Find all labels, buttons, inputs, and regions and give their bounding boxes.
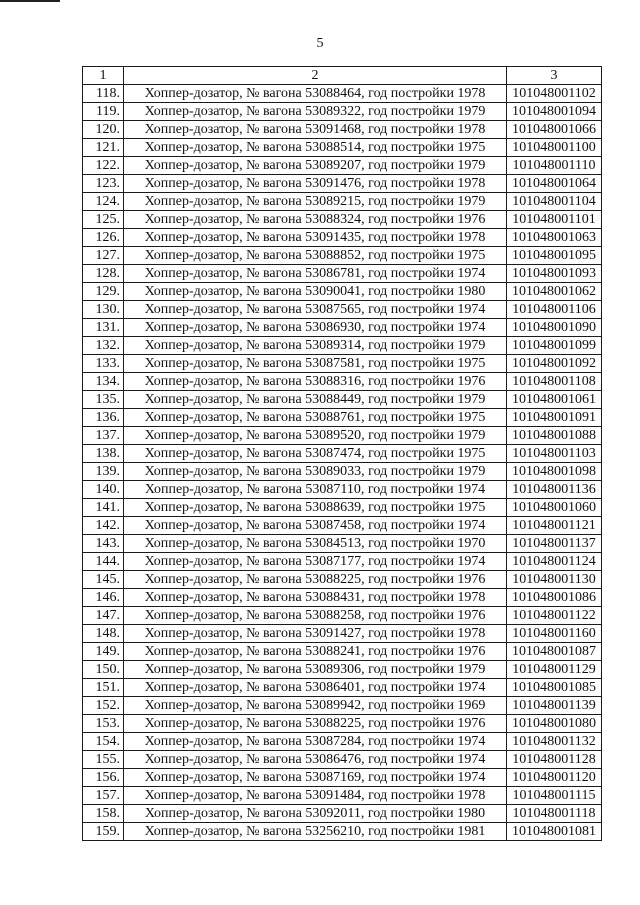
row-description: Хоппер-дозатор, № вагона 53087169, год постройки 1974: [124, 769, 507, 787]
row-description: Хоппер-дозатор, № вагона 53088639, год постройки 1975: [124, 499, 507, 517]
row-number: 123.: [83, 175, 124, 193]
table-row: [83, 211, 602, 229]
row-description: Хоппер-дозатор, № вагона 53087284, год постройки 1974: [124, 733, 507, 751]
table-row: [83, 463, 602, 481]
table-row: [83, 697, 602, 715]
row-description: Хоппер-дозатор, № вагона 53089314, год постройки 1979: [124, 337, 507, 355]
row-code: 101048001108: [507, 373, 602, 391]
row-code: 101048001110: [507, 157, 602, 175]
row-number: 118.: [83, 85, 124, 103]
table-row: [83, 391, 602, 409]
table-row: [83, 517, 602, 535]
row-number: 126.: [83, 229, 124, 247]
row-description: Хоппер-дозатор, № вагона 53090041, год постройки 1980: [124, 283, 507, 301]
table-row: [83, 85, 602, 103]
row-number: 149.: [83, 643, 124, 661]
row-code: 101048001090: [507, 319, 602, 337]
row-code: 101048001063: [507, 229, 602, 247]
row-code: 101048001122: [507, 607, 602, 625]
table-row: [83, 805, 602, 823]
row-description: Хоппер-дозатор, № вагона 53091484, год постройки 1978: [124, 787, 507, 805]
row-code: 101048001106: [507, 301, 602, 319]
row-code: 101048001120: [507, 769, 602, 787]
row-description: Хоппер-дозатор, № вагона 53088431, год постройки 1978: [124, 589, 507, 607]
row-description: Хоппер-дозатор, № вагона 53087581, год постройки 1975: [124, 355, 507, 373]
table-row: [83, 787, 602, 805]
row-description: Хоппер-дозатор, № вагона 53086930, год постройки 1974: [124, 319, 507, 337]
row-description: Хоппер-дозатор, № вагона 53088852, год постройки 1975: [124, 247, 507, 265]
row-code: 101048001088: [507, 427, 602, 445]
table-row: [83, 157, 602, 175]
row-number: 125.: [83, 211, 124, 229]
row-description: Хоппер-дозатор, № вагона 53088316, год постройки 1976: [124, 373, 507, 391]
row-code: 101048001080: [507, 715, 602, 733]
row-number: 128.: [83, 265, 124, 283]
row-number: 143.: [83, 535, 124, 553]
row-code: 101048001137: [507, 535, 602, 553]
row-code: 101048001086: [507, 589, 602, 607]
row-code: 101048001124: [507, 553, 602, 571]
row-code: 101048001061: [507, 391, 602, 409]
row-description: Хоппер-дозатор, № вагона 53087458, год постройки 1974: [124, 517, 507, 535]
row-code: 101048001060: [507, 499, 602, 517]
table-row: [83, 679, 602, 697]
row-number: 142.: [83, 517, 124, 535]
row-description: Хоппер-дозатор, № вагона 53088449, год постройки 1979: [124, 391, 507, 409]
row-description: Хоппер-дозатор, № вагона 53086401, год постройки 1974: [124, 679, 507, 697]
row-code: 101048001091: [507, 409, 602, 427]
row-number: 133.: [83, 355, 124, 373]
row-number: 154.: [83, 733, 124, 751]
table-row: [83, 733, 602, 751]
table-row: [83, 535, 602, 553]
row-number: 136.: [83, 409, 124, 427]
row-number: 144.: [83, 553, 124, 571]
table-row: [83, 607, 602, 625]
row-code: 101048001118: [507, 805, 602, 823]
row-description: Хоппер-дозатор, № вагона 53091468, год постройки 1978: [124, 121, 507, 139]
row-number: 141.: [83, 499, 124, 517]
row-description: Хоппер-дозатор, № вагона 53256210, год постройки 1981: [124, 823, 507, 841]
row-number: 151.: [83, 679, 124, 697]
row-description: Хоппер-дозатор, № вагона 53091476, год постройки 1978: [124, 175, 507, 193]
table-row: [83, 751, 602, 769]
row-number: 124.: [83, 193, 124, 211]
table-row: [83, 661, 602, 679]
table-row: [83, 715, 602, 733]
row-code: 101048001132: [507, 733, 602, 751]
table-row: [83, 571, 602, 589]
row-code: 101048001129: [507, 661, 602, 679]
row-description: Хоппер-дозатор, № вагона 53088241, год постройки 1976: [124, 643, 507, 661]
row-description: Хоппер-дозатор, № вагона 53088514, год постройки 1975: [124, 139, 507, 157]
row-code: 101048001160: [507, 625, 602, 643]
row-number: 129.: [83, 283, 124, 301]
row-number: 131.: [83, 319, 124, 337]
row-number: 152.: [83, 697, 124, 715]
row-description: Хоппер-дозатор, № вагона 53091435, год постройки 1978: [124, 229, 507, 247]
row-number: 158.: [83, 805, 124, 823]
row-code: 101048001092: [507, 355, 602, 373]
table-row: [83, 553, 602, 571]
table-row: [83, 355, 602, 373]
row-description: Хоппер-дозатор, № вагона 53088225, год постройки 1976: [124, 571, 507, 589]
row-description: Хоппер-дозатор, № вагона 53087565, год постройки 1974: [124, 301, 507, 319]
table-row: [83, 103, 602, 121]
row-description: Хоппер-дозатор, № вагона 53087110, год постройки 1974: [124, 481, 507, 499]
header-col-3: 3: [507, 67, 602, 85]
row-description: Хоппер-дозатор, № вагона 53087177, год постройки 1974: [124, 553, 507, 571]
row-code: 101048001098: [507, 463, 602, 481]
row-number: 127.: [83, 247, 124, 265]
row-code: 101048001094: [507, 103, 602, 121]
wagon-table: [82, 66, 602, 841]
row-description: Хоппер-дозатор, № вагона 53086476, год постройки 1974: [124, 751, 507, 769]
row-number: 119.: [83, 103, 124, 121]
table-row: [83, 193, 602, 211]
row-description: Хоппер-дозатор, № вагона 53089215, год постройки 1979: [124, 193, 507, 211]
row-number: 159.: [83, 823, 124, 841]
row-number: 145.: [83, 571, 124, 589]
row-code: 101048001103: [507, 445, 602, 463]
table-row: [83, 283, 602, 301]
row-code: 101048001087: [507, 643, 602, 661]
row-code: 101048001099: [507, 337, 602, 355]
row-number: 148.: [83, 625, 124, 643]
row-code: 101048001095: [507, 247, 602, 265]
table-row: [83, 643, 602, 661]
table-row: [83, 445, 602, 463]
row-code: 101048001136: [507, 481, 602, 499]
table-row: [83, 139, 602, 157]
table-row: [83, 499, 602, 517]
table-row: [83, 319, 602, 337]
row-description: Хоппер-дозатор, № вагона 53092011, год постройки 1980: [124, 805, 507, 823]
table-body: [83, 67, 602, 841]
row-description: Хоппер-дозатор, № вагона 53088225, год постройки 1976: [124, 715, 507, 733]
row-code: 101048001101: [507, 211, 602, 229]
row-number: 122.: [83, 157, 124, 175]
row-code: 101048001064: [507, 175, 602, 193]
row-number: 135.: [83, 391, 124, 409]
row-number: 120.: [83, 121, 124, 139]
row-code: 101048001139: [507, 697, 602, 715]
table-row: [83, 247, 602, 265]
table-row: [83, 301, 602, 319]
row-description: Хоппер-дозатор, № вагона 53087474, год постройки 1975: [124, 445, 507, 463]
row-code: 101048001100: [507, 139, 602, 157]
header-col-2: 2: [124, 67, 507, 85]
row-description: Хоппер-дозатор, № вагона 53086781, год постройки 1974: [124, 265, 507, 283]
row-description: Хоппер-дозатор, № вагона 53088464, год постройки 1978: [124, 85, 507, 103]
row-code: 101048001066: [507, 121, 602, 139]
row-code: 101048001085: [507, 679, 602, 697]
row-code: 101048001102: [507, 85, 602, 103]
row-description: Хоппер-дозатор, № вагона 53089306, год постройки 1979: [124, 661, 507, 679]
row-code: 101048001081: [507, 823, 602, 841]
row-number: 139.: [83, 463, 124, 481]
table-row: [83, 337, 602, 355]
row-description: Хоппер-дозатор, № вагона 53089942, год постройки 1969: [124, 697, 507, 715]
row-number: 146.: [83, 589, 124, 607]
table-row: [83, 589, 602, 607]
row-description: Хоппер-дозатор, № вагона 53088324, год постройки 1976: [124, 211, 507, 229]
top-rule: [0, 0, 60, 2]
row-description: Хоппер-дозатор, № вагона 53088761, год постройки 1975: [124, 409, 507, 427]
row-number: 121.: [83, 139, 124, 157]
table-row: [83, 823, 602, 841]
row-description: Хоппер-дозатор, № вагона 53091427, год постройки 1978: [124, 625, 507, 643]
table-row: [83, 229, 602, 247]
row-number: 138.: [83, 445, 124, 463]
row-number: 140.: [83, 481, 124, 499]
table-row: [83, 481, 602, 499]
row-number: 153.: [83, 715, 124, 733]
row-description: Хоппер-дозатор, № вагона 53088258, год постройки 1976: [124, 607, 507, 625]
row-code: 101048001104: [507, 193, 602, 211]
row-number: 157.: [83, 787, 124, 805]
row-description: Хоппер-дозатор, № вагона 53089207, год постройки 1979: [124, 157, 507, 175]
table-row: [83, 265, 602, 283]
table-row: [83, 409, 602, 427]
table-row: [83, 427, 602, 445]
header-col-1: 1: [83, 67, 124, 85]
table-row: [83, 121, 602, 139]
table-row: [83, 373, 602, 391]
row-number: 155.: [83, 751, 124, 769]
table-row: [83, 769, 602, 787]
row-code: 101048001115: [507, 787, 602, 805]
row-number: 137.: [83, 427, 124, 445]
row-description: Хоппер-дозатор, № вагона 53089322, год постройки 1979: [124, 103, 507, 121]
row-code: 101048001093: [507, 265, 602, 283]
row-description: Хоппер-дозатор, № вагона 53089520, год постройки 1979: [124, 427, 507, 445]
row-number: 130.: [83, 301, 124, 319]
row-number: 132.: [83, 337, 124, 355]
row-number: 147.: [83, 607, 124, 625]
page-number: 5: [316, 36, 324, 51]
row-description: Хоппер-дозатор, № вагона 53089033, год постройки 1979: [124, 463, 507, 481]
table-header-row: [83, 67, 602, 85]
row-code: 101048001128: [507, 751, 602, 769]
table-row: [83, 175, 602, 193]
row-code: 101048001062: [507, 283, 602, 301]
row-code: 101048001121: [507, 517, 602, 535]
row-number: 134.: [83, 373, 124, 391]
row-code: 101048001130: [507, 571, 602, 589]
row-description: Хоппер-дозатор, № вагона 53084513, год постройки 1970: [124, 535, 507, 553]
table-row: [83, 625, 602, 643]
row-number: 150.: [83, 661, 124, 679]
row-number: 156.: [83, 769, 124, 787]
